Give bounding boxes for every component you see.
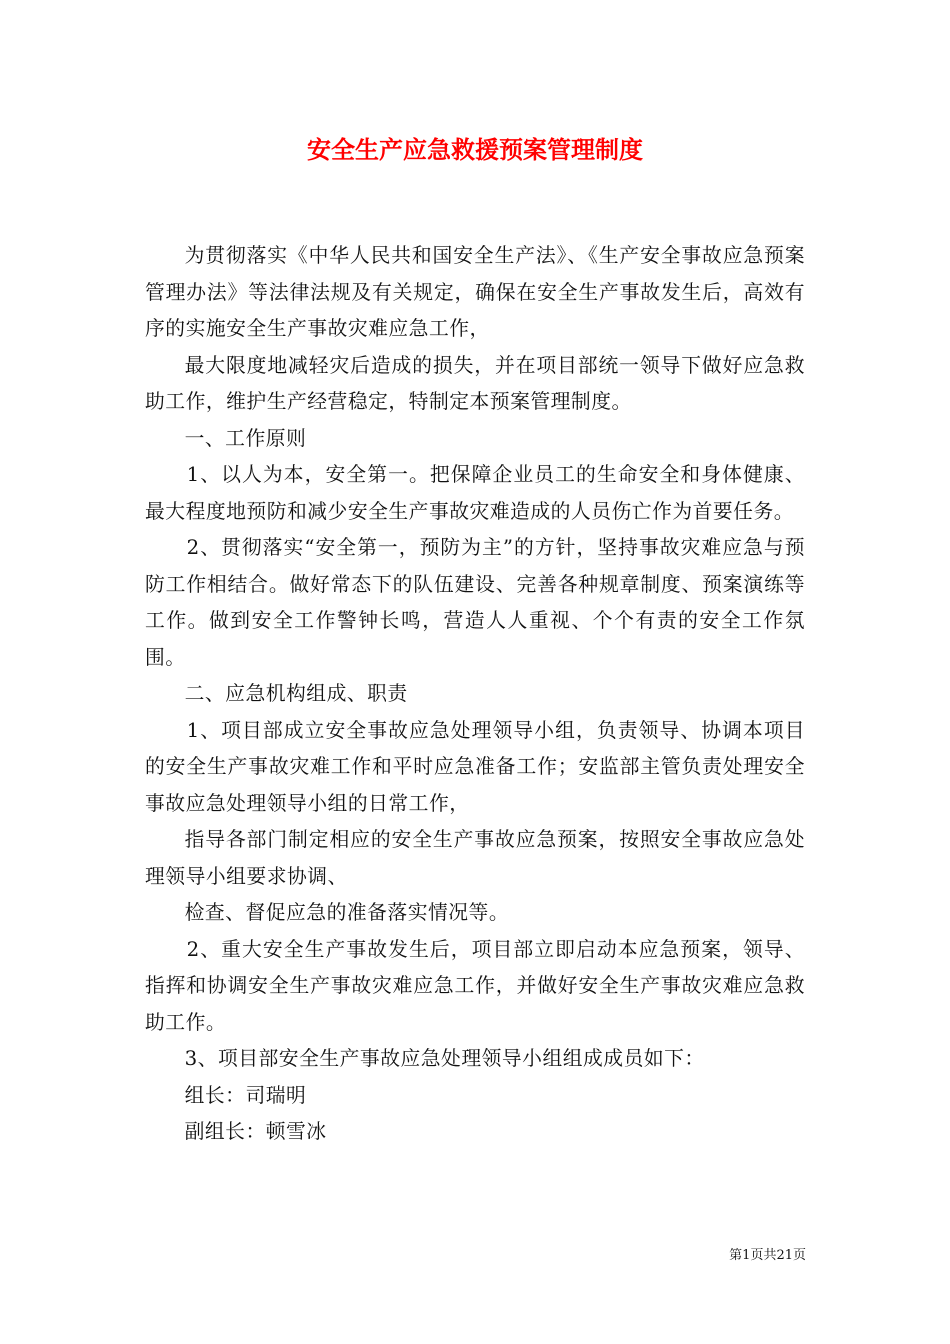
paragraph-principle-1: 1、以人为本，安全第一。把保障企业员工的生命安全和身体健康、最大程度地预防和减少安全生产事故灾难造成的人员伤亡作为首要任务。 bbox=[145, 463, 805, 523]
paragraph-organization-2: 2、重大安全生产事故发生后，项目部立即启动本应急预案，领导、指挥和协调安全生产事故灾难应急工作，并做好安全生产事故灾难应急救助工作。 bbox=[145, 937, 805, 1034]
paragraph-organization-1-cont: 指导各部门制定相应的安全生产事故应急预案，按照安全事故应急处理领导小组要求协调、 bbox=[145, 828, 805, 888]
document-body bbox=[145, 238, 805, 1151]
paragraph-organization-3: 3、项目部安全生产事故应急处理领导小组组成成员如下： bbox=[184, 1047, 705, 1070]
section-heading-organization: 二、应急机构组成、职责 bbox=[184, 682, 408, 705]
member-deputy-leader: 副组长：顿雪冰 bbox=[184, 1120, 327, 1143]
member-leader: 组长：司瑞明 bbox=[184, 1083, 307, 1107]
paragraph-organization-1: 1、项目部成立安全事故应急处理领导小组，负责领导、协调本项目的安全生产事故灾难工作和平时应急准备工作；安监部主管负责处理安全事故应急处理领导小组的日常工作， bbox=[145, 718, 805, 815]
paragraph-purpose: 最大限度地减轻灾后造成的损失，并在项目部统一领导下做好应急救助工作，维护生产经营稳定，特制定本预案管理制度。 bbox=[145, 353, 805, 413]
page-number: 第1页共21页 bbox=[729, 1248, 806, 1263]
paragraph-principle-2: 2、贯彻落实“安全第一，预防为主”的方针，坚持事故灾难应急与预防工作相结合。做好常态下的队伍建设、完善各种规章制度、预案演练等工作。做到安全工作警钟长鸣，营造人人重视、个个有责的安全工作氛围。 bbox=[145, 536, 805, 669]
paragraph-intro: 为贯彻落实《中华人民共和国安全生产法》、《生产安全事故应急预案管理办法》等法律法规及有关规定，确保在安全生产事故发生后，高效有序的实施安全生产事故灾难应急工作， bbox=[145, 244, 805, 340]
section-heading-principles: 一、工作原则 bbox=[184, 426, 307, 450]
paragraph-organization-1-end: 检查、督促应急的准备落实情况等。 bbox=[184, 901, 510, 924]
document-title: 安全生产应急救援预案管理制度 bbox=[307, 136, 643, 164]
